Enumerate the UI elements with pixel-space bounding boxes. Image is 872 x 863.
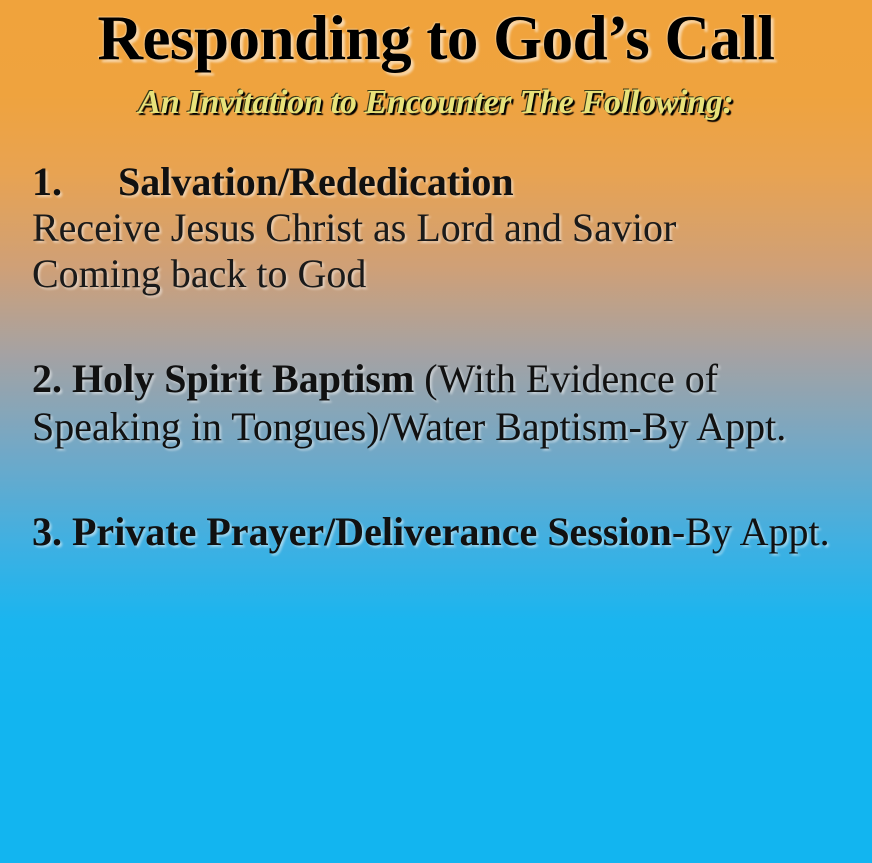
- list-item-number-3: 3.: [32, 508, 62, 554]
- spacer-2: [32, 450, 842, 508]
- list-item-detail-2: (With Evidence of Speaking in Tongues)/Water Baptism-By Appt.: [32, 356, 787, 449]
- list-item-heading-2: [32, 355, 842, 449]
- list-item-number-1: 1.: [32, 159, 62, 205]
- spacer-1: [32, 297, 842, 355]
- list-item-heading-text-1: Salvation/Rededication: [118, 159, 514, 205]
- slide-body: [0, 158, 872, 555]
- list-item-heading-3: [32, 508, 842, 555]
- list-item-heading-1: [32, 158, 842, 205]
- list-item: [32, 355, 842, 449]
- list-item-line-1a: Receive Jesus Christ as Lord and Savior: [32, 205, 677, 251]
- list-item-heading-text-3: Private Prayer/Deliverance Session: [72, 508, 672, 554]
- slide-subtitle: An Invitation to Encounter The Following:: [138, 84, 734, 122]
- page-title: Responding to God’s Call: [97, 3, 775, 73]
- list-item-heading-text-2: Holy Spirit Baptism: [72, 356, 415, 402]
- list-item: [32, 158, 842, 297]
- list-item-line-1b: Coming back to God: [32, 251, 367, 297]
- list-item-number-2: 2.: [32, 356, 62, 402]
- list-item: [32, 508, 842, 555]
- list-item-detail-3: -By Appt.: [671, 508, 830, 554]
